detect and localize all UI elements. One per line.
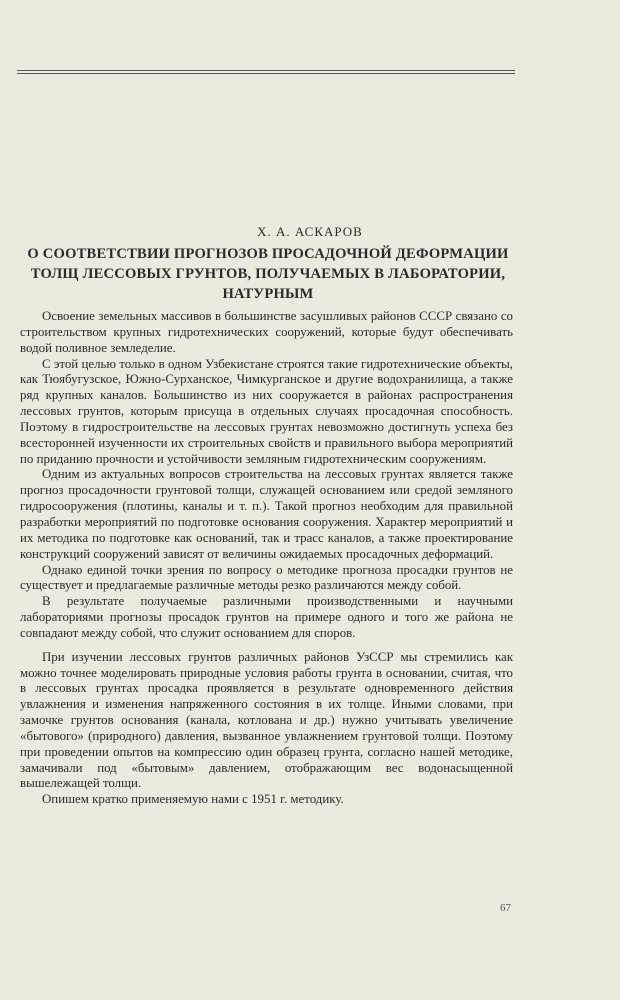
paragraph: Освоение земельных массивов в большинстве засушливых районов СССР связано со строительством крупных гидротехнических сооружений, которые будут обеспечивать водой поливное земледелие. bbox=[20, 309, 513, 355]
paragraph: В результате получаемые различными производственными и научными лабораториями прогнозы просадок грунтов на примере одного и того же района не совпадают между собой, что служит основанием для споров. bbox=[20, 594, 513, 640]
header-rule-top bbox=[17, 70, 515, 71]
title-line: О СООТВЕТСТВИИ ПРОГНОЗОВ ПРОСАДОЧНОЙ ДЕФОРМАЦИИ bbox=[27, 246, 509, 262]
page-number: 67 bbox=[500, 902, 511, 914]
paragraph: Однако единой точки зрения по вопросу о методике прогноза просадки грунтов не существует и предлагаемые различные методы резко различаются между собой. bbox=[20, 562, 513, 593]
title-line: НАТУРНЫМ bbox=[222, 286, 314, 302]
header-rule-bottom bbox=[17, 73, 515, 74]
paragraph: При изучении лессовых грунтов различных районов УзССР мы стремились как можно точнее моделировать природные условия работы грунта в основании, считая, что в лессовых грунтах просадка проявляется в результате одновременного действия увлажнения и изменения напряженного состояния в их толще. Иными словами, при замочке грунтов основания (канала, котлована и др.) нужно учитывать увеличение «бытового» (природного) давления, вызванное увлажнением грунтовой толщи. Поэтому при проведении опытов на компрессию один образец грунта, согласно нашей методике, замачивали под «бытовым» давлением, отображающим вес водонасыщенной вышележащей толщи. bbox=[20, 649, 513, 791]
paragraph: С этой целью только в одном Узбекистане строятся такие гидротехнические объекты, как Тюябугузское, Южно-Сурханское, Чимкурганское и другие водохранилища, а также ряд крупных каналов. Большинство из них сооружается в районах распространения лессовых грунтов, которым присуща в отдельных случаях просадочная способность. Поэтому в гидростроительстве на лессовых грунтах невозможно достигнуть успеха без всесторонней изученности их строительных свойств и правильного выбора мероприятий по приданию прочности и устойчивости земляным гидротехническим сооружениям. bbox=[20, 356, 513, 466]
title-line: ТОЛЩ ЛЕССОВЫХ ГРУНТОВ, ПОЛУЧАЕМЫХ В ЛАБОРАТОРИИ, bbox=[30, 266, 506, 282]
article-title bbox=[18, 244, 518, 304]
paragraph: Опишем кратко применяемую нами с 1951 г. методику. bbox=[42, 792, 344, 807]
author-name: Х. А. АСКАРОВ bbox=[257, 224, 363, 239]
paragraph: Одним из актуальных вопросов строительства на лессовых грунтах является также прогноз просадочности грунтовой толщи, служащей основанием или средой земляного гидросооружения (плотины, каналы и т. п.). Такой прогноз необходим для правильной разработки мероприятий по подготовке основания сооружения. Характер мероприятий и их методика по подготовке как оснований, так и трасс каналов, а также проектирование конструкций сооружений зависят от величины ожидаемых просадочных деформаций. bbox=[20, 467, 513, 561]
article-body bbox=[20, 309, 513, 808]
